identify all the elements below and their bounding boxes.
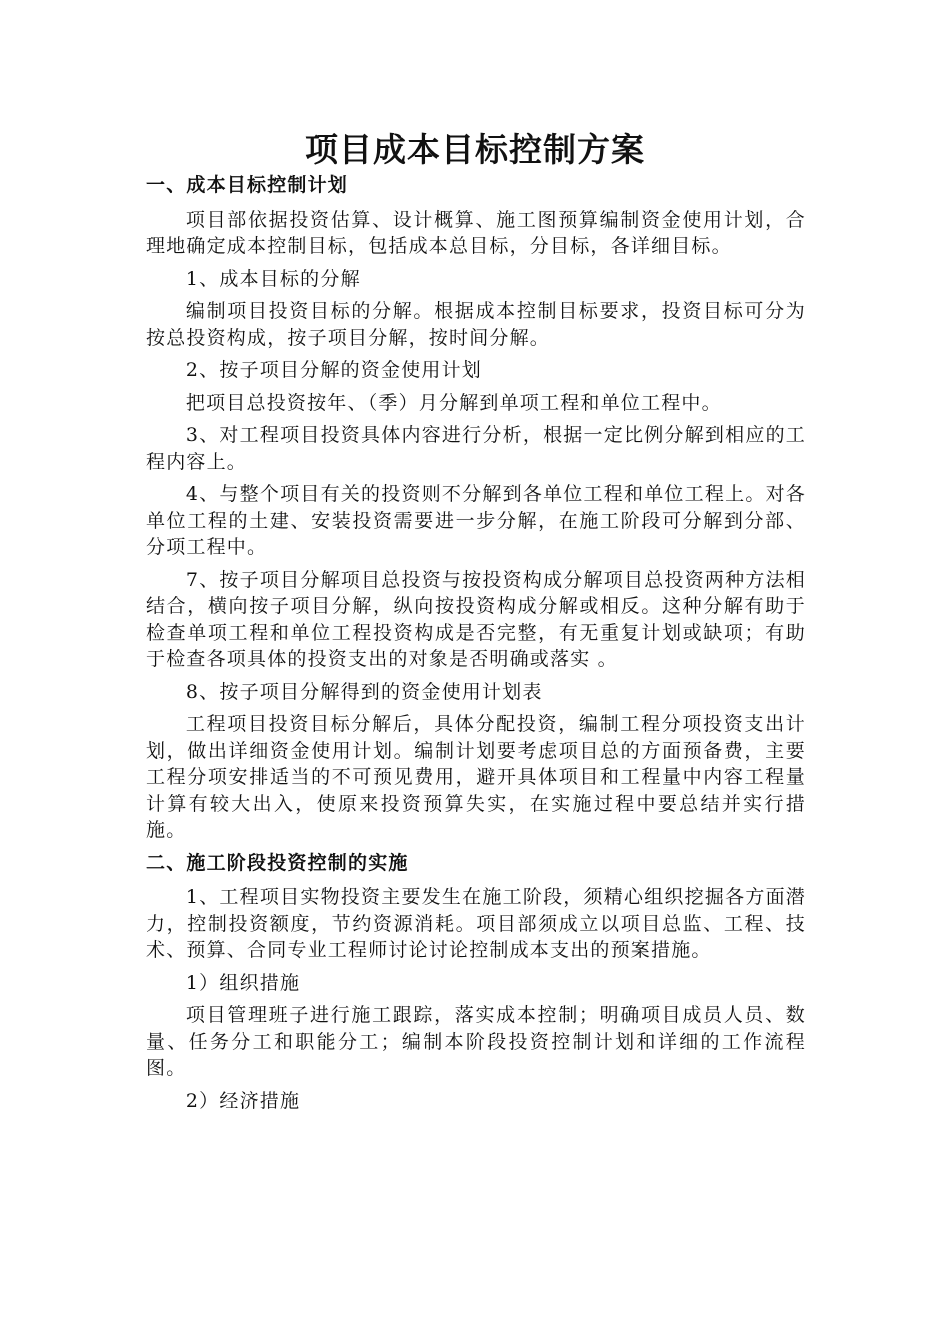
- item-8-title: 8、按子项目分解得到的资金使用计划表: [185, 680, 543, 703]
- section-2-item-1: 1、工程项目实物投资主要发生在施工阶段，须精心组织挖掘各方面潜力，控制投资额度，节约资源消耗。项目部须成立以项目总监、工程、技术、预算、合同专业工程师讨论讨论控制成本支出的预案措施。: [146, 886, 806, 961]
- item-3-text: 3、对工程项目投资具体内容进行分析，根据一定比例分解到相应的工程内容上。: [146, 424, 806, 473]
- item-1-title: 1、成本目标的分解: [185, 267, 361, 290]
- item-2-text: 把项目总投资按年、（季）月分解到单项工程和单位工程中。: [185, 391, 722, 414]
- section-1-intro: 项目部依据投资估算、设计概算、施工图预算编制资金使用计划，合理地确定成本控制目标，包括成本总目标，分目标，各详细目标。: [146, 208, 806, 257]
- org-measures-title: 1）组织措施: [185, 971, 301, 994]
- section-2-heading: 二、施工阶段投资控制的实施: [146, 851, 409, 874]
- document-body: [146, 172, 806, 1120]
- org-measures-text: 项目管理班子进行施工跟踪，落实成本控制；明确项目成员人员、数量、任务分工和职能分工；编制本阶段投资控制计划和详细的工作流程图。: [146, 1004, 806, 1079]
- econ-measures-title: 2）经济措施: [185, 1089, 301, 1112]
- section-1-heading: 一、成本目标控制计划: [146, 174, 349, 196]
- item-7-text: 7、按子项目分解项目总投资与按投资构成分解项目总投资两种方法相结合，横向按子项目分解，纵向按投资构成分解或相反。这种分解有助于检查单项工程和单位工程投资构成是否完整，有无重复计划或缺项；有助于检查各项具体的投资支出的对象是否明确或落实 。: [146, 568, 806, 670]
- document-title: 项目成本目标控制方案: [305, 130, 645, 169]
- item-4-text: 4、与整个项目有关的投资则不分解到各单位工程和单位工程上。对各单位工程的土建、安装投资需要进一步分解，在施工阶段可分解到分部、分项工程中。: [146, 483, 806, 558]
- item-2-title: 2、按子项目分解的资金使用计划: [185, 359, 482, 381]
- item-8-text: 工程项目投资目标分解后，具体分配投资，编制工程分项投资支出计划，做出详细资金使用计划。编制计划要考虑项目总的方面预备费，主要工程分项安排适当的不可预见费用，避开具体项目和工程量中内容工程量计算有较大出入，使原来投资预算失实，在实施过程中要总结并实行措施。: [146, 713, 806, 841]
- item-1-text: 编制项目投资目标的分解。根据成本控制目标要求，投资目标可分为按总投资构成，按子项目分解，按时间分解。: [146, 300, 806, 349]
